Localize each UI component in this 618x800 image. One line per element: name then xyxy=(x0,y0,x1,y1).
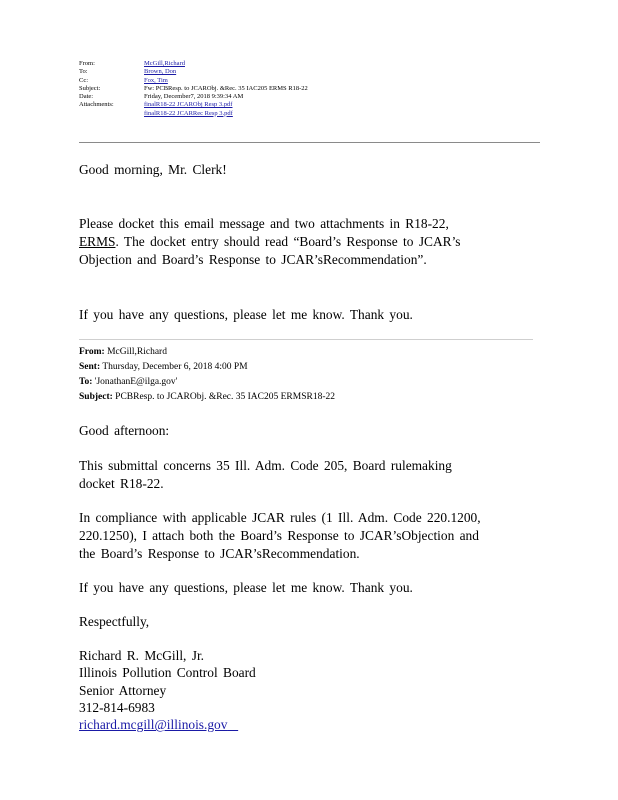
compliance-line-1: In compliance with applicable JCAR rules (1 Ill. Adm. Code 220.1200, xyxy=(79,510,481,525)
signature-title: Senior Attorney xyxy=(79,682,167,698)
signoff-text: Respectfully, xyxy=(79,614,150,629)
docket-request-line-1: Please docket this email message and two attachments in R18-22, xyxy=(79,216,449,231)
fwd-sent-row xyxy=(79,360,335,375)
header-cc-label: Cc: xyxy=(79,76,89,84)
signature-name: Richard R. McGill, Jr. xyxy=(79,648,205,663)
header-date-label: Date: xyxy=(79,93,94,101)
compliance-line-2: 220.1250), I attach both the Board’s Response to JCAR’sObjection and xyxy=(79,528,479,543)
docket-request-line-2-text: . The docket entry should read “Board’s Response to JCAR’s xyxy=(115,234,461,249)
header-subject-value: Fw: PCBResp. to JCARObj. &Rec. 35 IAC205 ERMS R18-22 xyxy=(144,84,308,92)
greeting-text: Good morning, Mr. Clerk! xyxy=(79,162,227,177)
submittal-line-2: docket R18-22. xyxy=(79,476,164,491)
fwd-subject-value: PCBResp. to JCARObj. &Rec. 35 IAC205 ERMSR18-22 xyxy=(112,392,335,402)
forward-divider xyxy=(79,339,533,340)
fwd-subject-row xyxy=(79,390,335,405)
fwd-from-row xyxy=(79,345,335,360)
closing-question: If you have any questions, please let me know. Thank you. xyxy=(79,307,413,322)
header-attachments-row xyxy=(79,101,549,109)
attachment-link-2[interactable]: finalR18-22 JCARRec Resp 3.pdf xyxy=(144,109,233,117)
submittal-line-1: This submittal concerns 35 Ill. Adm. Code 205, Board rulemaking xyxy=(79,458,452,473)
fwd-from-value: McGill,Richard xyxy=(104,347,167,357)
fwd-to-label: To: xyxy=(79,377,93,387)
header-date-value: Friday, December7, 2018 9:39:34 AM xyxy=(144,93,244,101)
email-header xyxy=(79,60,549,118)
compliance-line-3: the Board’s Response to JCAR’sRecommendation. xyxy=(79,546,360,561)
forwarded-header xyxy=(79,345,335,405)
fwd-to-row xyxy=(79,375,335,390)
docket-request-line-2 xyxy=(79,233,461,251)
signature-phone: 312-814-6983 xyxy=(79,699,155,715)
signature-block xyxy=(79,647,256,733)
header-from-label: From: xyxy=(79,60,95,67)
header-cc-row xyxy=(79,77,549,85)
header-to-row xyxy=(79,68,549,76)
header-to-link[interactable]: Brown, Don xyxy=(144,68,177,76)
header-subject-row xyxy=(79,85,549,93)
header-from-link[interactable]: McGill,Richard xyxy=(144,60,185,67)
header-attachments-row-2 xyxy=(79,110,549,118)
header-cc-link[interactable]: Fox, Tim xyxy=(144,76,168,84)
fwd-to-value: 'JonathanE@ilga.gov' xyxy=(92,377,178,387)
fwd-sent-label: Sent: xyxy=(79,362,101,372)
header-from-row xyxy=(79,60,549,68)
message-greeting: Good afternoon: xyxy=(79,423,170,438)
attachment-link-1[interactable]: finalR18-22 JCARObj Resp 3.pdf xyxy=(144,101,233,109)
header-date-row xyxy=(79,93,549,101)
header-subject-label: Subject: xyxy=(79,84,101,92)
header-attachments-label: Attachments: xyxy=(79,101,114,109)
header-divider xyxy=(79,142,540,143)
fwd-subject-label: Subject: xyxy=(79,392,113,402)
signature-email-link[interactable]: richard.mcgill@illinois.gov xyxy=(79,717,228,733)
signature-org: Illinois Pollution Control Board xyxy=(79,665,256,681)
message-question: If you have any questions, please let me know. Thank you. xyxy=(79,580,413,595)
header-to-label: To: xyxy=(79,68,88,76)
fwd-sent-value: Thursday, December 6, 2018 4:00 PM xyxy=(100,362,248,372)
docket-request-line-3: Objection and Board’s Response to JCAR’sRecommendation”. xyxy=(79,252,427,267)
fwd-from-label: From: xyxy=(79,347,105,357)
erms-link[interactable]: ERMS xyxy=(79,234,116,249)
